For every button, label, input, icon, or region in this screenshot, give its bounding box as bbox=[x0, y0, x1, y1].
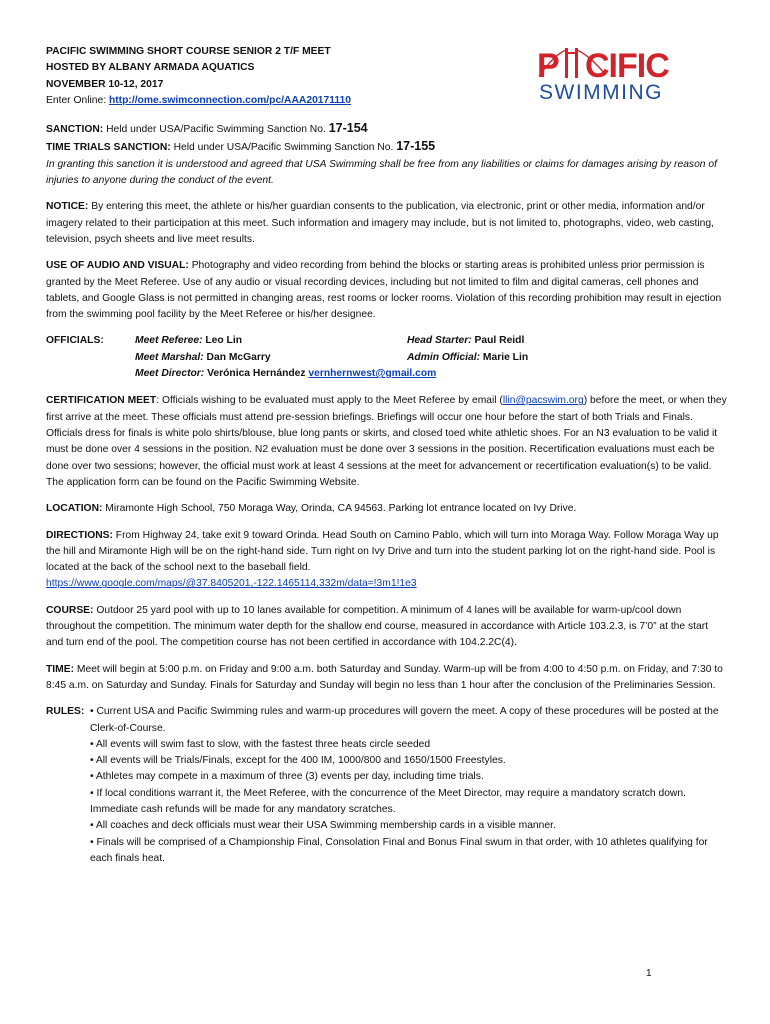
meet-host: HOSTED BY ALBANY ARMADA AQUATICS bbox=[46, 62, 255, 74]
director-email-link[interactable]: vernhernwest@gmail.com bbox=[308, 368, 437, 380]
tt-sanction-number: 17-155 bbox=[396, 139, 436, 154]
meet-title: PACIFIC SWIMMING SHORT COURSE SENIOR 2 T/F MEET bbox=[46, 46, 331, 57]
tt-sanction-label: TIME TRIALS SANCTION: bbox=[46, 142, 171, 154]
sanction-disclaimer: In granting this sanction it is understood and agreed that USA Swimming shall be free from any liabilities or claims for damages arising by reason of injuries to anyone during the conduct of the event. bbox=[46, 158, 717, 187]
svg-text:SWIMMING: SWIMMING bbox=[539, 81, 663, 102]
sanction-text: Held under USA/Pacific Swimming Sanction No. bbox=[103, 124, 329, 136]
meet-referee: Meet Referee: Leo Lin bbox=[135, 335, 242, 347]
audio-visual-paragraph bbox=[46, 258, 728, 323]
rule-item: • All coaches and deck officials must wear their USA Swimming membership cards in a visible manner. bbox=[90, 820, 556, 832]
meet-dates: NOVEMBER 10-12, 2017 bbox=[46, 78, 164, 90]
rules-label: RULES: bbox=[46, 706, 85, 718]
head-starter: Head Starter: Paul Reidl bbox=[407, 335, 525, 347]
notice-label: NOTICE: bbox=[46, 201, 89, 213]
time-label: TIME: bbox=[46, 663, 75, 675]
officials-section bbox=[46, 333, 728, 383]
directions-label: DIRECTIONS: bbox=[46, 529, 113, 541]
enter-online-label: Enter Online: bbox=[46, 94, 109, 106]
course-paragraph: COURSE: Outdoor 25 yard pool with up to 10 lanes available for competition. A minimum of 4 lanes will be available for warm-up/cool down throughout the competition. The minimum water depth for the shallow end course, measured in accordance with Article 103.2.3, is 7’0” at the start and turn end of the pool. The competition course has not been certified in accordance with 104.2.2C(4). bbox=[46, 604, 709, 649]
admin-official: Admin Official: Marie Lin bbox=[407, 351, 529, 363]
notice-paragraph bbox=[46, 199, 728, 248]
rule-item: • All events will swim fast to slow, with the fastest three heats circle seeded bbox=[90, 738, 431, 750]
audio-text: Photography and video recording from behind the blocks or starting areas is prohibited unless prior permission is granted by the Meet Referee. Use of any audio or visual recording devices, including but not limited to film and digital cameras, cell phones and tablets, and Google Glass is not permitted in changing areas, rest rooms or locker rooms. Violation of this recording prohibition may result in ejection from the swimming pool facility by the Meet Referee or his/her designee. bbox=[46, 260, 722, 321]
tt-sanction-text: Held under USA/Pacific Swimming Sanction No. bbox=[170, 142, 397, 154]
time-trials-sanction-line bbox=[46, 138, 728, 156]
svg-text:CIFIC: CIFIC bbox=[585, 47, 669, 85]
location-paragraph: LOCATION: Miramonte High School, 750 Moraga Way, Orinda, CA 94563. Parking lot entrance located on Ivy Drive. bbox=[46, 503, 577, 515]
page-number: 1 bbox=[646, 968, 652, 979]
svg-text:P: P bbox=[537, 47, 559, 85]
rule-item: • All events will be Trials/Finals, except for the 400 IM, 1000/800 and 1650/1500 Freestyles. bbox=[90, 755, 506, 767]
sanction-label: SANCTION: bbox=[46, 124, 104, 136]
rule-item: • If local conditions warrant it, the Meet Referee, with the concurrence of the Meet Director, may require a mandatory scratch down. Immediate cash refunds will be made for any mandatory scratches. bbox=[90, 787, 686, 815]
rules-list bbox=[90, 704, 728, 867]
officials-col-1 bbox=[135, 333, 436, 382]
meet-director: Meet Director: Verónica Hernández vernhernwest@gmail.com bbox=[135, 368, 437, 380]
certification-label: CERTIFICATION MEET bbox=[46, 395, 157, 407]
document-page bbox=[46, 44, 728, 867]
rules-section bbox=[46, 704, 728, 867]
certification-email-link[interactable]: llin@pacswim.org bbox=[502, 395, 584, 407]
directions-map-link[interactable]: https://www.google.com/maps/@37.8405201,-122.1465114,332m/data=!3m1!1e3 bbox=[46, 578, 417, 590]
time-paragraph: TIME: Meet will begin at 5:00 p.m. on Friday and 9:00 a.m. both Saturday and Sunday. Warm-up will be from 4:00 to 4:50 p.m. on Friday, and 7:30 to 8:45 a.m. on Saturday and Sunday. Finals for Saturday and Sunday will begin no less than 1 hour after the conclusion of the Preliminaries Session. bbox=[46, 663, 723, 691]
rule-item: • Finals will be comprised of a Championship Final, Consolation Final and Bonus Final swum in that order, with 10 athletes qualifying for each finals heat. bbox=[90, 836, 708, 864]
location-label: LOCATION: bbox=[46, 503, 103, 515]
sanction-line bbox=[46, 120, 728, 138]
meet-marshal: Meet Marshal: Dan McGarry bbox=[135, 351, 271, 363]
sanction-number: 17-154 bbox=[328, 121, 368, 136]
directions-paragraph: DIRECTIONS: From Highway 24, take exit 9 toward Orinda. Head South on Camino Pablo, which will turn into Moraga Way. Follow Moraga Way up the hill and Miramonte High will be on the right-hand side. Turn right on Ivy Drive and turn into the student parking lot on the right-hand side. Pool is located at the back of the school next to the baseball field. https://www.google.com/maps/@37.8405201,-122.1465114,332m/data=!3m1!1e3 bbox=[46, 529, 719, 590]
officials-col-2 bbox=[407, 333, 528, 366]
rule-item: • Athletes may compete in a maximum of three (3) events per day, including time trials. bbox=[90, 771, 484, 783]
audio-label: USE OF AUDIO AND VISUAL: bbox=[46, 260, 189, 272]
enter-online-line bbox=[46, 93, 728, 109]
notice-text: By entering this meet, the athlete or his/her guardian consents to the publication, via electronic, print or other media, information and/or imagery related to their participation at this meet. Such information and imagery may include, but is not limited to, photographs, video, web casting, television, psych sheets and live meet results. bbox=[46, 201, 714, 245]
officials-label: OFFICIALS: bbox=[46, 335, 104, 347]
certification-paragraph: CERTIFICATION MEET: Officials wishing to be evaluated must apply to the Meet Referee by email (llin@pacswim.org) before the meet, or when they first arrive at the meet. These officials must attend pre-session briefings. Briefings will occur one hour before the start of both Trials and Finals. Officials dress for finals is white polo shirts/blouse, blue long pants or skirts, and closed toed white athletic shoes. For an N3 evaluation to be valid it must be done over 4 sessions in the position. N2 evaluation must be done over 3 sessions in the position. Recertification evaluations must each be done over two sessions; however, the official must work at least 4 sessions at the meet for advancement or recertification evaluation(s) to be valid. The application form can be found on the Pacific Swimming Website. bbox=[46, 395, 727, 488]
rule-item: • Current USA and Pacific Swimming rules and warm-up procedures will govern the meet. A copy of these procedures will be posted at the Clerk-of-Course. bbox=[90, 706, 719, 734]
course-label: COURSE: bbox=[46, 604, 94, 616]
enter-online-link[interactable]: http://ome.swimconnection.com/pc/AAA20171110 bbox=[108, 94, 352, 106]
